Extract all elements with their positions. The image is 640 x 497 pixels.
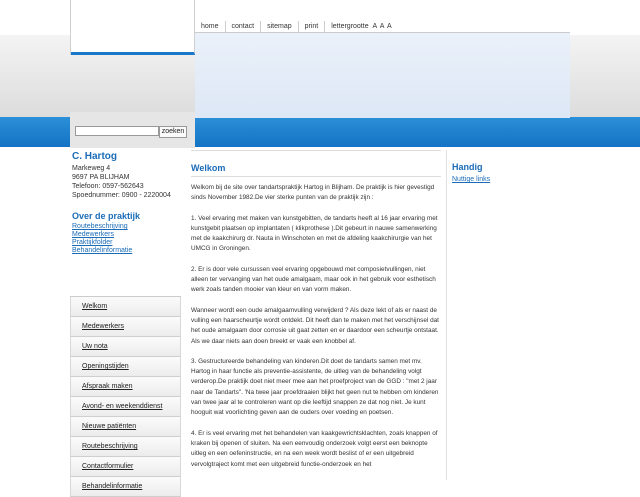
company-name: C. Hartog: [72, 151, 117, 162]
about-link-route[interactable]: Routebeschrijving: [72, 223, 128, 230]
font-size-label: lettergrootte: [331, 23, 369, 30]
handig-title: Handig: [452, 162, 483, 172]
left-column: [70, 150, 195, 255]
nav-contact-link[interactable]: contact: [226, 21, 262, 33]
font-small-link[interactable]: A: [372, 23, 377, 30]
logo-area: [70, 0, 195, 55]
menu-item-openingstijden[interactable]: Openingstijden: [70, 357, 181, 377]
menu-item-nieuwe-patienten[interactable]: Nieuwe patiënten: [70, 417, 181, 437]
paragraph-point-1: 1. Veel ervaring met maken van kunstgebitten, de tandarts heeft al 16 jaar ervaring met kunstgebit plaatsen op implantaten ( klikprothese ).Dit gebeurt in nauwe samenwerking met de kaakchirurg dr. Nauta in Winschoten en met de afdeling kaakchirurgie van het UMCG in Groningen.: [191, 214, 438, 253]
menu-item-medewerkers[interactable]: Medewerkers: [70, 317, 181, 337]
address-city: 9697 PA BLIJHAM: [72, 174, 130, 181]
side-menu: [70, 296, 181, 497]
menu-item-avonddienst[interactable]: Avond- en weekenddienst: [70, 397, 181, 417]
search-input[interactable]: [75, 126, 159, 136]
font-medium-link[interactable]: A: [379, 23, 385, 30]
page-title: Welkom: [191, 162, 441, 177]
main-divider: [191, 150, 441, 151]
menu-item-afspraak[interactable]: Afspraak maken: [70, 377, 181, 397]
font-large-link[interactable]: A: [387, 23, 392, 30]
paragraph-point-3: 3. Gestructureerde behandeling van kinderen.Dit doet de tandarts samen met mv. Hartog in haar functie als preventie-assistente, de uitleg van de behandeling volgt verderop.De praktijk doet niet meer mee aan het proefproject van de GGD : "met 2 jaar naar de Tandarts". 'Na twee jaar proefdraaien blijkt het geen nut te hebben om kinderen van twee jaar al te controleren want op die leeftijd snappen ze dat nog niet. Je kunt hooguit wat voorlichting geven aan de ouders over voeding en poetsen.: [191, 357, 439, 417]
about-link-treatment[interactable]: Behandelinformatie: [72, 247, 133, 254]
emergency-number: Spoednummer: 0900 - 2220004: [72, 192, 171, 199]
search-button[interactable]: zoeken: [159, 126, 187, 138]
menu-item-welkom[interactable]: Welkom: [70, 297, 181, 317]
paragraph-point-2: 2. Er is door vele cursussen veel ervaring opgebouwd met composietvullingen, niet alleen ter vervanging van het oude amalgaam, maar ook in het gebruik voor esthetisch werk zoals tanden mooier van kleur en van vorm maken.: [191, 265, 436, 294]
paragraph-amalgam: Wanneer wordt een oude amalgaamvulling verwijderd ? Als deze lekt of als er naast de vulling een haarscheurtje wordt ontdekt. Dit heeft dan te maken met het verschijnsel dat het oude amalgaam door corrosie uit gaat zetten en er daardoor een scheurtje ontstaat. Als we daar niets aan doen breekt er vaak een knobbel af.: [191, 306, 439, 345]
right-column: [446, 150, 566, 480]
address-street: Markeweg 4: [72, 165, 111, 172]
nav-sitemap-link[interactable]: sitemap: [261, 21, 299, 33]
about-title: Over de praktijk: [72, 211, 141, 221]
paragraph-intro: Welkom bij de site over tandartspraktijk Hartog in Blijham. De praktijk is hier gevestigd sinds November 1982.De vier sterke punten van de praktijk zijn :: [191, 184, 435, 202]
phone-number: Telefoon: 0597-562643: [72, 183, 144, 190]
nav-home-link[interactable]: home: [195, 21, 226, 33]
menu-item-behandelinformatie[interactable]: Behandelinformatie: [70, 477, 181, 497]
nav-print-link[interactable]: print: [299, 21, 326, 33]
about-link-folder[interactable]: Praktijkfolder: [72, 239, 113, 246]
menu-item-routebeschrijving[interactable]: Routebeschrijving: [70, 437, 181, 457]
top-navigation: [195, 17, 398, 33]
useful-links-link[interactable]: Nuttige links: [452, 176, 491, 183]
nav-divider: [195, 32, 570, 33]
main-content: [191, 162, 441, 480]
paragraph-point-4: 4. Er is veel ervaring met het behandelen van kaakgewrichtsklachten, zoals knappen of kraken bij openen of sluiten. Na een eenvoudig onderzoek volgt eerst een beknopte uitleg en een oefeninstructie, en na een week wordt beslist of er een uitgebreid vervolgtraject komt met een uitgebreid functie-onderzoek en het: [191, 429, 438, 468]
header-banner: [195, 33, 570, 118]
about-link-staff[interactable]: Medewerkers: [72, 231, 115, 238]
menu-item-contactformulier[interactable]: Contactformulier: [70, 457, 181, 477]
menu-item-uw-nota[interactable]: Uw nota: [70, 337, 181, 357]
